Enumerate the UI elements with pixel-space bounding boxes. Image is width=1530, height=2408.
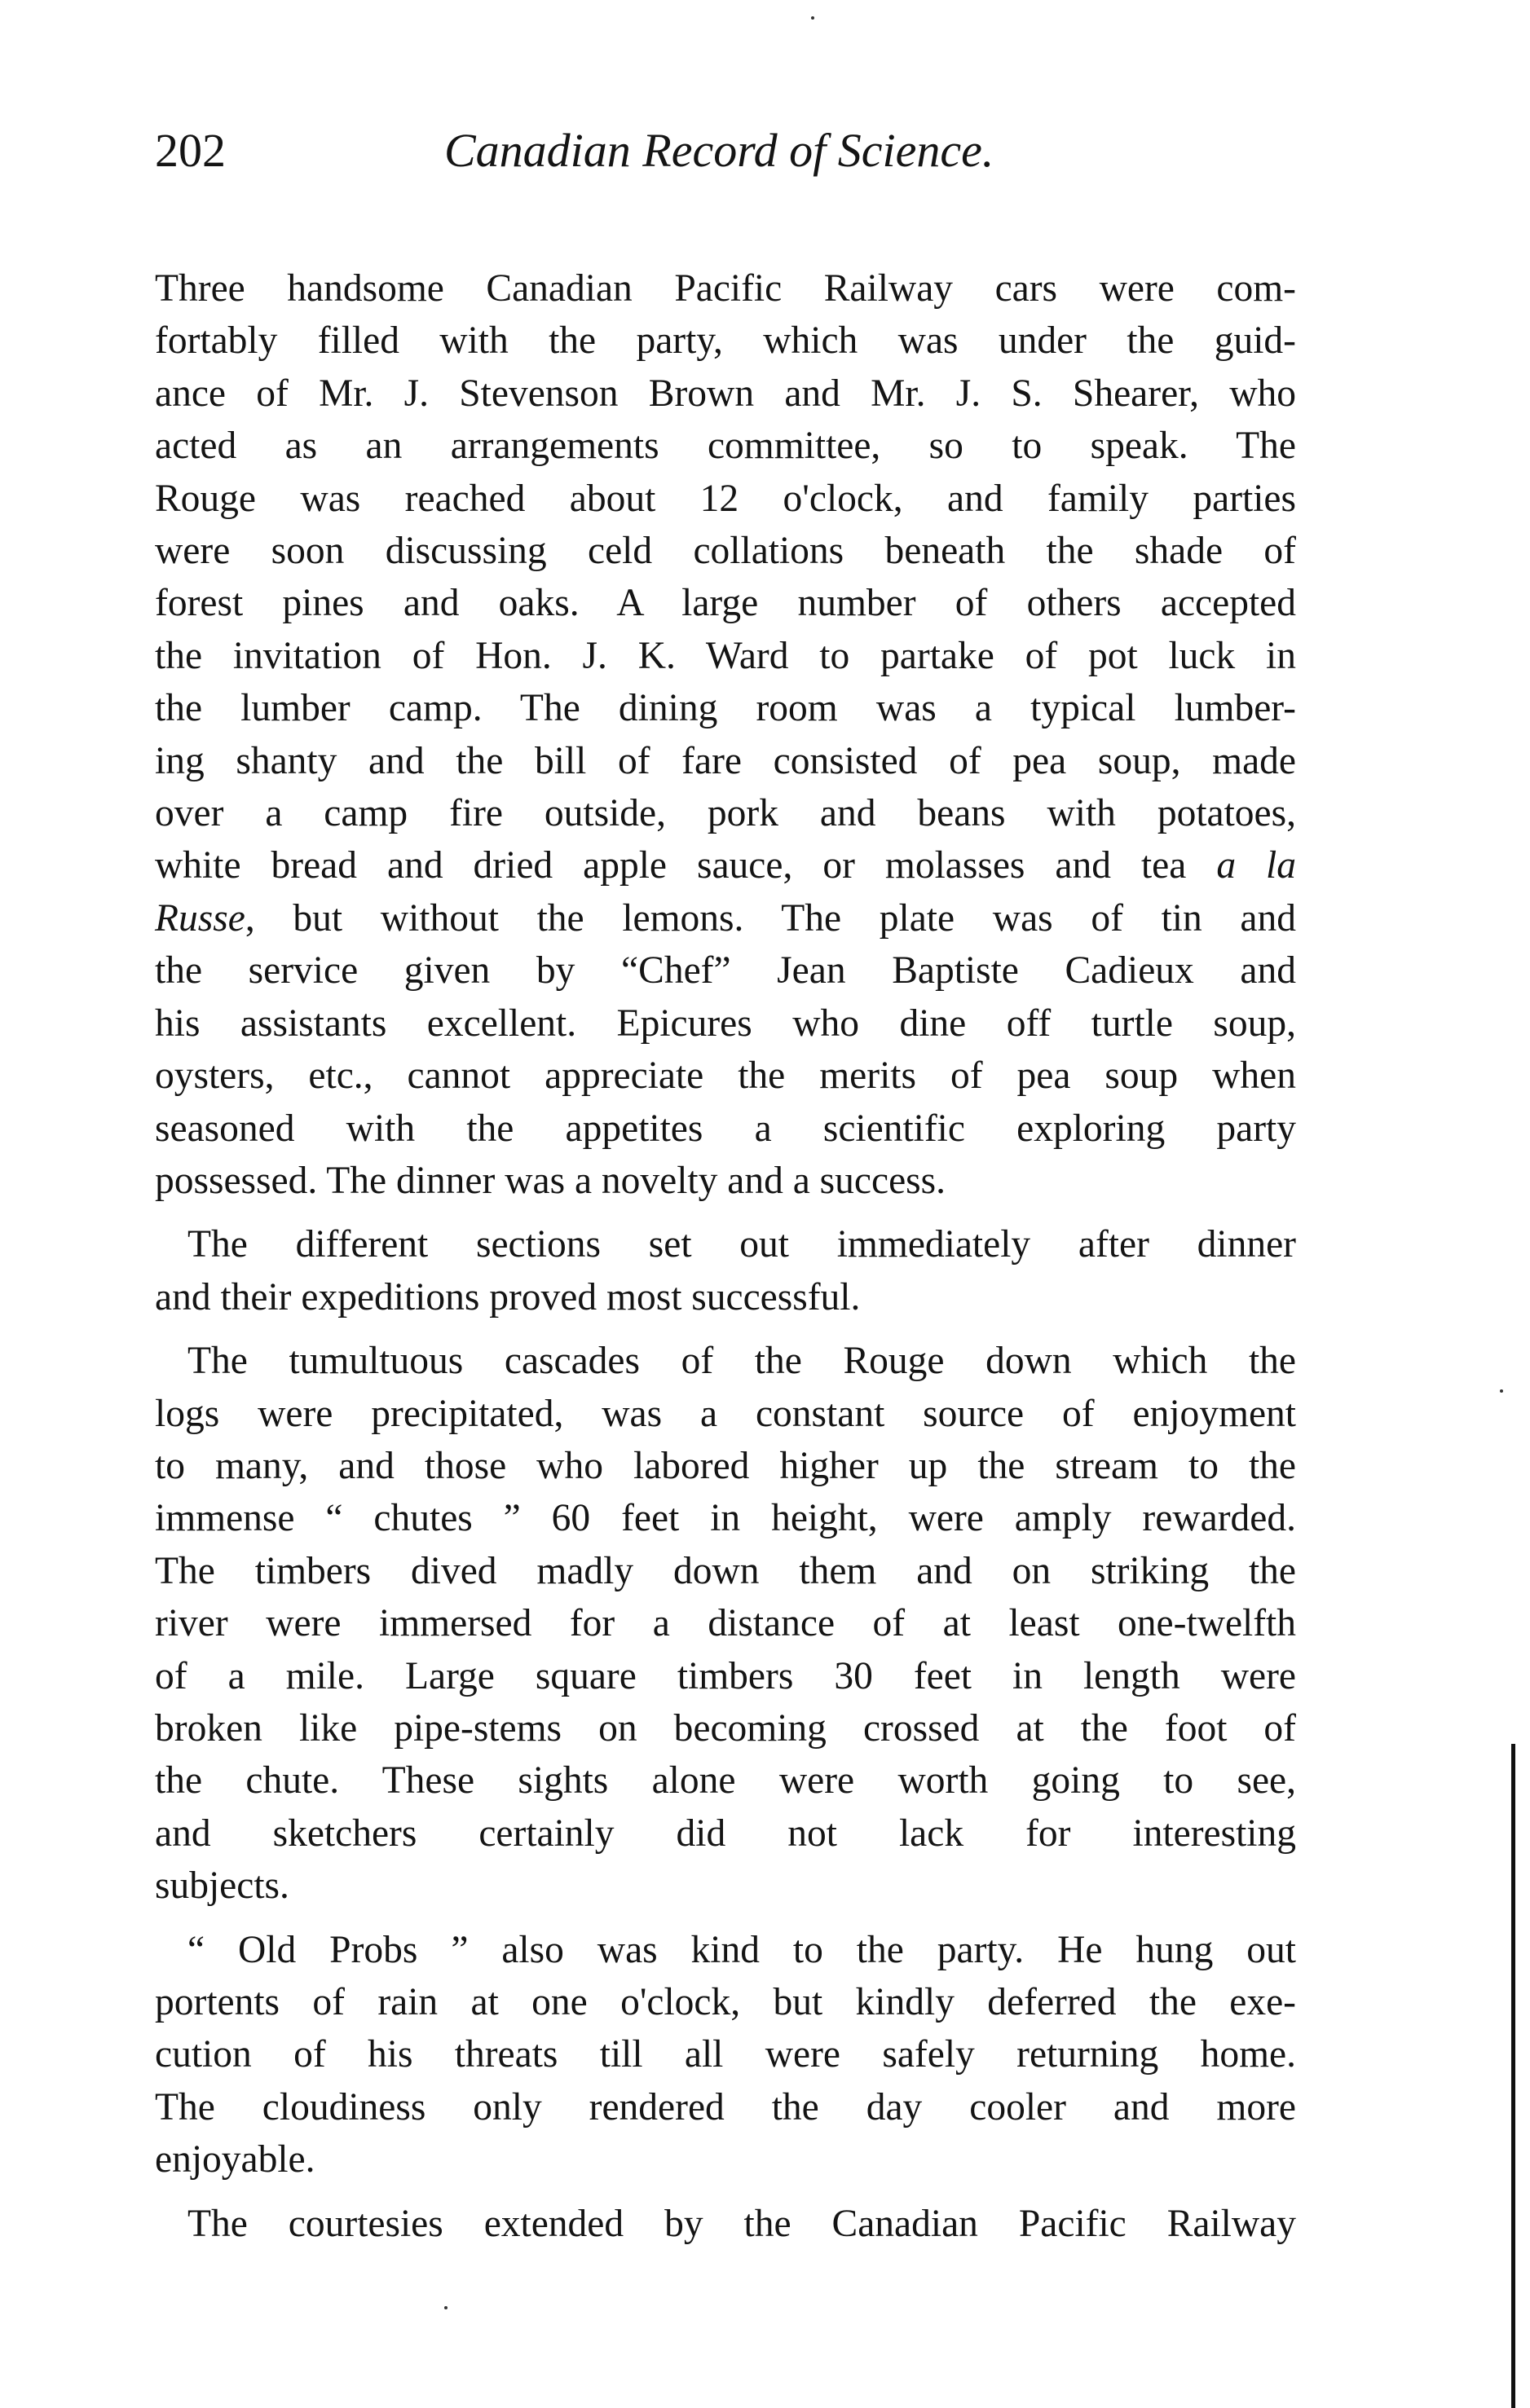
text-line: over a camp fire outside, pork and beans with potatoes, <box>155 792 1296 835</box>
text-line: immense “ chutes ” 60 feet in height, were amply rewarded. <box>155 1497 1296 1540</box>
text-line: cution of his threats till all were safely returning home. <box>155 2033 1296 2076</box>
paragraph <box>155 2198 1296 2250</box>
text-line: the chute. These sights alone were worth going to see, <box>155 1759 1296 1803</box>
text-line: subjects. <box>155 1864 289 1908</box>
text-line: the invitation of Hon. J. K. Ward to partake of pot luck in <box>155 634 1296 677</box>
text-line: ing shanty and the bill of fare consisted of pea soup, made <box>155 739 1296 782</box>
paragraph <box>155 262 1296 1207</box>
text-line: Russe, but without the lemons. The plate was of tin and <box>155 896 1296 940</box>
scan-speck <box>811 16 814 20</box>
text-line: fortably filled with the party, which was under the guid- <box>155 319 1296 363</box>
text-line: Rouge was reached about 12 o'clock, and family parties <box>155 477 1296 520</box>
scan-edge-rule <box>1511 1744 1515 2408</box>
text-line: enjoyable. <box>155 2138 315 2181</box>
page-header <box>155 122 1296 187</box>
text-line: acted as an arrangements committee, so to speak. The <box>155 425 1296 468</box>
text-line: portents of rain at one o'clock, but kindly deferred the exe- <box>155 1981 1296 2023</box>
text-line: to many, and those who labored higher up the stream to the <box>155 1444 1296 1487</box>
paragraph <box>155 1335 1296 1912</box>
text-line: possessed. The dinner was a novelty and a success. <box>155 1159 946 1202</box>
text-line: forest pines and oaks. A large number of others accepted <box>155 582 1296 625</box>
text-line: The different sections set out immediately after dinner <box>187 1223 1296 1266</box>
text-line: broken like pipe-stems on becoming crossed at the foot of <box>155 1706 1296 1750</box>
text-line: and sketchers certainly did not lack for interesting <box>155 1812 1296 1855</box>
text-line: of a mile. Large square timbers 30 feet in length were <box>155 1654 1296 1697</box>
text-line: white bread and dried apple sauce, or molasses and tea a la <box>155 844 1296 887</box>
italic-phrase: Russe <box>155 896 245 940</box>
text-line: The courtesies extended by the Canadian Pacific Railway <box>187 2202 1296 2245</box>
text-line: and their expeditions proved most successful. <box>155 1275 861 1318</box>
text-line: the service given by “Chef” Jean Baptiste Cadieux and <box>155 949 1296 993</box>
text-line: “ Old Probs ” also was kind to the party. He hung out <box>187 1928 1296 1971</box>
italic-phrase: a la <box>1216 844 1296 887</box>
text-line: river were immersed for a distance of at least one-twelfth <box>155 1602 1296 1645</box>
text-line: The timbers dived madly down them and on striking the <box>155 1549 1296 1592</box>
text-line: his assistants excellent. Epicures who dine off turtle soup, <box>155 1001 1296 1045</box>
text-line: The tumultuous cascades of the Rouge down which the <box>187 1340 1296 1383</box>
paragraph <box>155 1218 1296 1323</box>
book-page <box>155 122 1296 2250</box>
text-line: were soon discussing celd collations beneath the shade of <box>155 530 1296 573</box>
text-line: The cloudiness only rendered the day cooler and more <box>155 2085 1296 2128</box>
text-line: seasoned with the appetites a scientific exploring party <box>155 1107 1296 1150</box>
text-line: oysters, etc., cannot appreciate the merits of pea soup when <box>155 1054 1296 1098</box>
paragraph <box>155 1924 1296 2186</box>
text-line: the lumber camp. The dining room was a typical lumber- <box>155 687 1296 730</box>
body-text <box>155 262 1296 2250</box>
text-line: ance of Mr. J. Stevenson Brown and Mr. J. S. Shearer, who <box>155 372 1296 415</box>
page-number: 202 <box>155 124 226 177</box>
scan-speck <box>1500 1389 1503 1393</box>
text-line: Three handsome Canadian Pacific Railway cars were com- <box>155 267 1296 310</box>
text-line: logs were precipitated, was a constant source of enjoyment <box>155 1392 1296 1435</box>
scan-speck <box>444 2306 448 2309</box>
running-title: Canadian Record of Science. <box>444 124 994 177</box>
